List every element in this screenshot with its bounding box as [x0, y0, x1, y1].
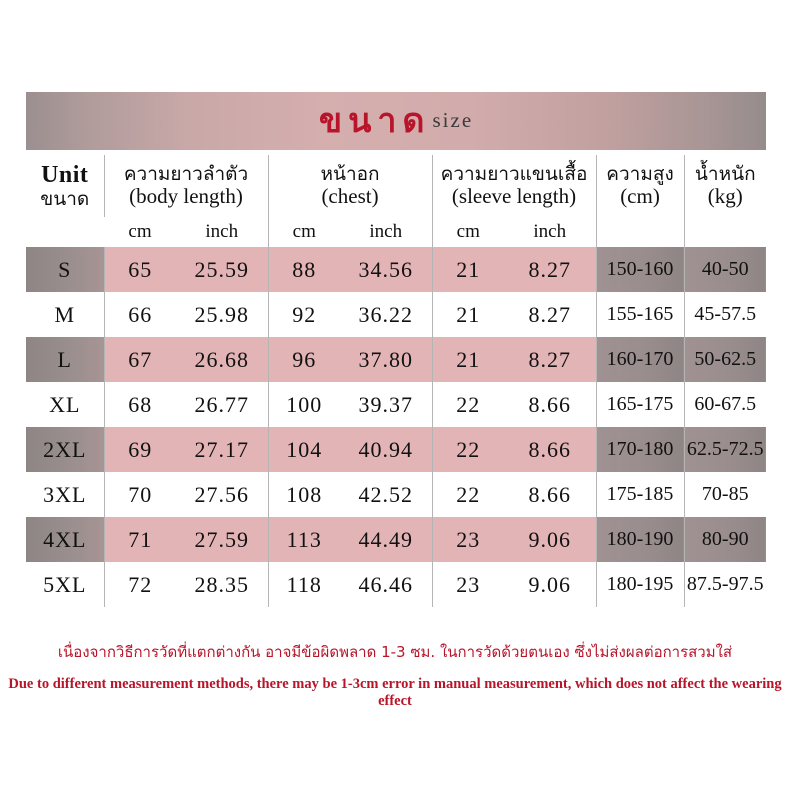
cell-body-length-cm: 65: [104, 247, 176, 292]
header-height-thai: ความสูง: [606, 162, 674, 185]
cell-body-length-cm: 67: [104, 337, 176, 382]
cell-sleeve-cm: 21: [432, 292, 504, 337]
header-chest: [268, 155, 432, 217]
cell-sleeve-inch: 8.66: [528, 481, 572, 507]
cell-height: 150-160: [596, 247, 684, 292]
cell-chest-cm: 92: [268, 292, 340, 337]
table-row: [26, 517, 766, 562]
cell-weight: 60-67.5: [684, 382, 766, 427]
cell-height: 155-165: [596, 292, 684, 337]
cell-sleeve-inch: 9.06: [504, 517, 596, 562]
cell-body-length-cm: 70: [104, 472, 176, 517]
cell-size: S: [26, 247, 104, 292]
table-row: [26, 382, 766, 427]
cell-sleeve-cm: 22: [432, 427, 504, 472]
cell-weight: 80-90: [684, 517, 766, 562]
cell-sleeve-inch: 8.27: [528, 301, 572, 327]
measurement-note-english: Due to different measurement methods, there may be 1-3cm error in manual measurement, which does not affect the wearing effect: [8, 676, 782, 709]
cell-body-length-inch: 26.68: [176, 337, 268, 382]
cell-sleeve-cm: 22: [432, 382, 504, 427]
subheader-chest-cm: cm: [268, 217, 340, 247]
size-table: [26, 155, 766, 607]
cell-sleeve-cm: 21: [432, 337, 504, 382]
cell-size: M: [54, 301, 76, 327]
table-row: [26, 337, 766, 382]
cell-size: 4XL: [26, 517, 104, 562]
header-chest-thai: หน้าอก: [320, 162, 380, 185]
cell-body-length-inch: 27.17: [176, 427, 268, 472]
subheader-body-length-cm: cm: [128, 221, 152, 242]
table-row: [26, 427, 766, 472]
cell-sleeve-cm: 23: [432, 517, 504, 562]
cell-sleeve-inch: 8.66: [528, 391, 572, 417]
subheader-sleeve-cm: cm: [432, 217, 504, 247]
cell-chest-cm: 108: [268, 472, 340, 517]
cell-chest-inch: 34.56: [340, 247, 432, 292]
banner-en-title: size: [432, 107, 474, 132]
header-weight: [684, 155, 766, 217]
header-weight-unit: (kg): [707, 183, 743, 208]
size-table-container: [26, 155, 766, 607]
table-row: [26, 472, 766, 517]
cell-body-length-cm: 66: [104, 292, 176, 337]
cell-chest-inch: 42.52: [358, 481, 413, 507]
header-unit: [26, 155, 104, 217]
banner-thai-title: ขนาด: [318, 101, 431, 141]
cell-weight: 40-50: [684, 247, 766, 292]
header-unit-en: Unit: [41, 161, 89, 188]
cell-height: 180-195: [596, 562, 684, 607]
cell-weight: 50-62.5: [684, 337, 766, 382]
cell-chest-inch: 44.49: [340, 517, 432, 562]
header-chest-en: (chest): [321, 183, 379, 208]
cell-body-length-inch: 26.77: [194, 391, 249, 417]
header-unit-thai: ขนาด: [40, 187, 90, 210]
cell-chest-inch: 37.80: [340, 337, 432, 382]
cell-sleeve-inch: 9.06: [528, 571, 572, 597]
cell-chest-cm: 96: [268, 337, 340, 382]
subheader-height-blank: [596, 217, 684, 247]
subheader-weight-blank: [684, 217, 766, 247]
cell-size: XL: [49, 391, 81, 417]
cell-chest-inch: 36.22: [358, 301, 413, 327]
cell-chest-cm: 88: [268, 247, 340, 292]
measurement-note-thai: เนื่องจากวิธีการวัดที่แตกต่างกัน อาจมีข้อผิดพลาด 1-3 ซม. ในการวัดด้วยตนเอง ซึ่งไม่ส่งผลต่อการสวมใส่: [57, 643, 733, 661]
cell-chest-cm: 113: [268, 517, 340, 562]
table-header-row-primary: [26, 155, 766, 217]
table-header-row-units: [26, 217, 766, 247]
cell-sleeve-cm: 22: [432, 472, 504, 517]
cell-weight: 45-57.5: [684, 292, 766, 337]
cell-body-length-inch: 25.98: [194, 301, 249, 327]
cell-sleeve-inch: 8.66: [504, 427, 596, 472]
cell-height: 165-175: [596, 382, 684, 427]
cell-chest-cm: 100: [268, 382, 340, 427]
title-banner: [26, 92, 766, 150]
subheader-body-length-inch: inch: [205, 221, 239, 242]
header-height: [596, 155, 684, 217]
cell-chest-cm: 118: [268, 562, 340, 607]
table-row: [26, 247, 766, 292]
cell-chest-inch: 46.46: [358, 571, 413, 597]
cell-height: 170-180: [596, 427, 684, 472]
header-sleeve-length: [432, 155, 596, 217]
subheader-chest-inch: inch: [369, 221, 403, 242]
cell-sleeve-cm: 23: [432, 562, 504, 607]
table-row: [26, 562, 766, 607]
cell-height: 180-190: [596, 517, 684, 562]
cell-body-length-inch: 27.59: [176, 517, 268, 562]
cell-body-length-cm: 69: [104, 427, 176, 472]
cell-sleeve-inch: 8.27: [504, 337, 596, 382]
cell-body-length-cm: 68: [104, 382, 176, 427]
cell-size: 5XL: [43, 571, 87, 597]
cell-body-length-inch: 28.35: [194, 571, 249, 597]
cell-size: 3XL: [43, 481, 87, 507]
cell-body-length-cm: 71: [104, 517, 176, 562]
cell-size: L: [26, 337, 104, 382]
cell-body-length-inch: 27.56: [194, 481, 249, 507]
header-sleeve-length-en: (sleeve length): [451, 183, 577, 208]
cell-height: 175-185: [596, 472, 684, 517]
table-row: [26, 292, 766, 337]
cell-body-length-inch: 25.59: [176, 247, 268, 292]
subheader-sleeve-inch: inch: [533, 221, 567, 242]
cell-size: 2XL: [26, 427, 104, 472]
cell-chest-cm: 104: [268, 427, 340, 472]
header-weight-thai: น้ำหนัก: [694, 162, 756, 185]
header-body-length: [104, 155, 268, 217]
cell-body-length-cm: 72: [104, 562, 176, 607]
subheader-unit-blank: [26, 217, 104, 247]
header-sleeve-length-thai: ความยาวแขนเสื้อ: [440, 162, 588, 185]
cell-weight: 87.5-97.5: [684, 562, 766, 607]
header-body-length-thai: ความยาวลำตัว: [123, 162, 249, 185]
cell-height: 160-170: [596, 337, 684, 382]
cell-chest-inch: 39.37: [358, 391, 413, 417]
cell-weight: 70-85: [684, 472, 766, 517]
header-body-length-en: (body length): [129, 183, 243, 208]
cell-sleeve-inch: 8.27: [504, 247, 596, 292]
header-height-unit: (cm): [620, 183, 660, 208]
cell-chest-inch: 40.94: [340, 427, 432, 472]
cell-sleeve-cm: 21: [432, 247, 504, 292]
cell-weight: 62.5-72.5: [684, 427, 766, 472]
